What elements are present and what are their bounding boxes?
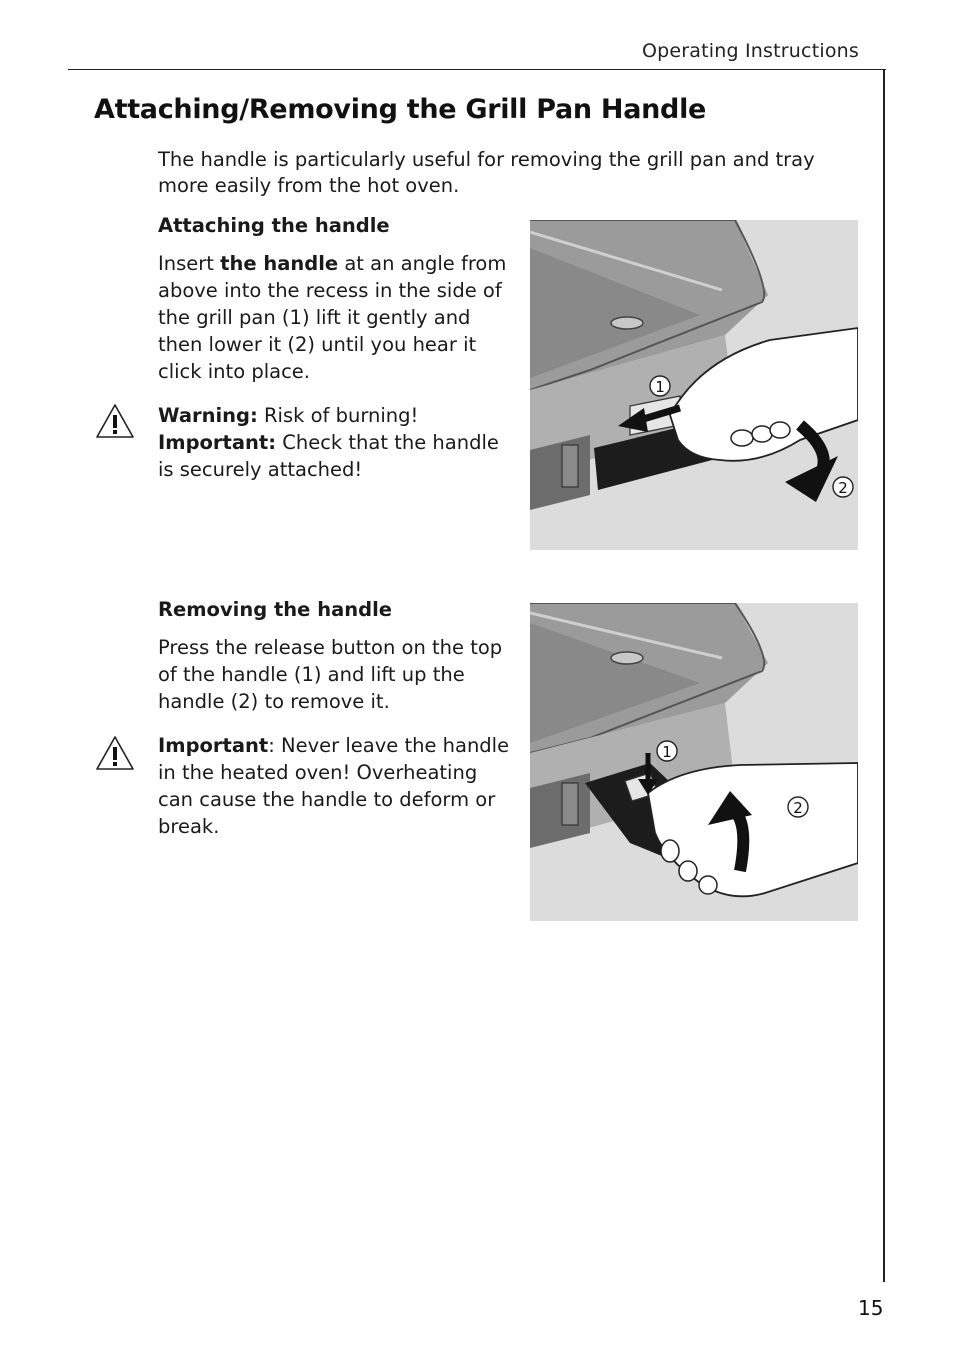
attaching-warning: Warning: Risk of burning! Important: Check that the handle is securely attached! — [158, 404, 499, 481]
attaching-marker-1: 1 — [655, 378, 665, 396]
removing-illustration-drawing — [530, 603, 858, 921]
removing-heading: Removing the handle — [158, 598, 392, 621]
attaching-marker-2: 2 — [838, 479, 848, 497]
attaching-handle-illustration — [530, 220, 858, 550]
removing-instructions: Press the release button on the top of the handle (1) and lift up the handle (2) to remove it. — [158, 636, 503, 713]
removing-important-note: Important: Never leave the handle in the heated oven! Overheating can cause the handle to deform or break. — [158, 734, 510, 838]
attaching-instructions: Insert the handle at an angle from above into the recess in the side of the grill pan (1) lift it gently and then lower it (2) until you hear it click into place. — [158, 252, 507, 383]
attaching-illustration-drawing — [530, 220, 858, 550]
side-rule — [883, 69, 885, 1282]
header-section-label: Operating Instructions — [641, 40, 859, 62]
intro-paragraph: The handle is particularly useful for removing the grill pan and tray more easily from the hot oven. — [158, 148, 815, 197]
warning-triangle-icon — [94, 734, 136, 772]
header-rule — [68, 69, 886, 70]
warning-triangle-icon — [94, 402, 136, 440]
attaching-heading: Attaching the handle — [158, 214, 390, 237]
page-title: Attaching/Removing the Grill Pan Handle — [94, 94, 707, 125]
page-number: 15 — [858, 1296, 884, 1320]
removing-handle-illustration — [530, 603, 858, 921]
removing-marker-1: 1 — [662, 743, 672, 761]
removing-marker-2: 2 — [793, 799, 803, 817]
